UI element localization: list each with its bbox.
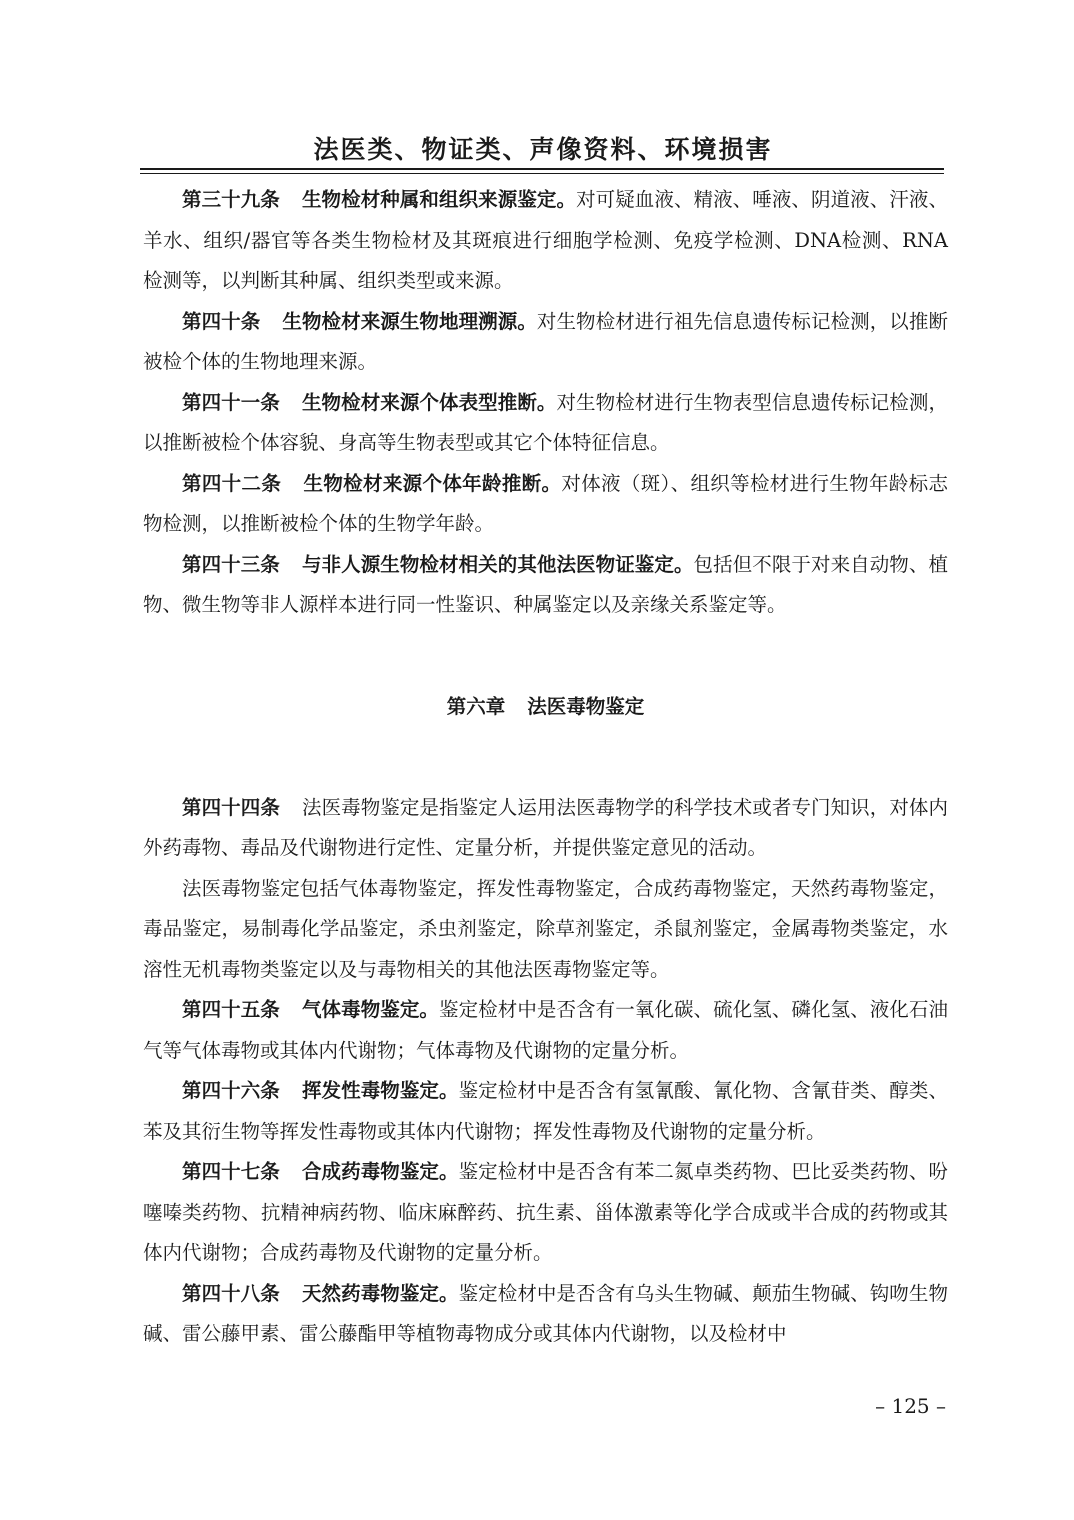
article-title: 合成药毒物鉴定。 (301, 1160, 459, 1183)
article-number: 第四十三条 (182, 552, 280, 576)
article-42 (143, 464, 948, 545)
article-text: 鉴定检材中是否含有乌头生物碱、颠茄生物碱、钩吻生物碱、雷公藤甲素、雷公藤酯甲等植物毒物成分或其体内代谢物，以及检材中 (143, 1281, 948, 1345)
article-43 (143, 545, 948, 626)
article-47 (143, 1152, 948, 1274)
article-title: 生物检材来源个体年龄推断。 (303, 471, 562, 495)
article-number: 第四十一条 (182, 390, 280, 414)
article-title: 生物检材来源生物地理溯源。 (282, 309, 537, 333)
article-40 (143, 302, 948, 383)
article-39 (143, 180, 948, 302)
article-number: 第四十六条 (182, 1079, 280, 1102)
chapter-heading (143, 626, 948, 788)
article-46 (143, 1071, 948, 1152)
article-title: 挥发性毒物鉴定。 (301, 1079, 459, 1102)
article-number: 第四十五条 (182, 998, 280, 1021)
article-text: 包括但不限于对来自动物、植物、微生物等非人源样本进行同一性鉴识、种属鉴定以及亲缘关系鉴定等。 (143, 552, 948, 616)
article-48 (143, 1274, 948, 1355)
article-text: 对体液（斑）、组织等检材进行生物年龄标志物检测，以推断被检个体的生物学年龄。 (143, 471, 948, 535)
article-title: 气体毒物鉴定。 (301, 998, 440, 1021)
article-text: 对生物检材进行生物表型信息遗传标记检测，以推断被检个体容貌、身高等生物表型或其它个体特征信息。 (143, 390, 948, 454)
article-41 (143, 383, 948, 464)
article-number: 第四十八条 (182, 1281, 280, 1305)
article-number: 第四十二条 (182, 471, 282, 495)
body-text (143, 180, 948, 1355)
article-text: 对可疑血液、精液、唾液、阴道液、汗液、羊水、组织/器官等各类生物检材及其斑痕进行细胞学检测、免疫学检测、DNA检测、RNA 检测等，以判断其种属、组织类型或来源。 (143, 188, 948, 292)
article-text: 对生物检材进行祖先信息遗传标记检测，以推断被检个体的生物地理来源。 (143, 309, 948, 373)
article-text: 法医毒物鉴定是指鉴定人运用法医毒物学的科学技术或者专门知识，对体内外药毒物、毒品及代谢物进行定性、定量分析，并提供鉴定意见的活动。 (143, 795, 948, 859)
article-title: 与非人源生物检材相关的其他法医物证鉴定。 (301, 552, 694, 576)
chapter-title: 法医毒物鉴定 (527, 694, 645, 718)
article-number: 第四十条 (182, 309, 261, 333)
article-44 (143, 788, 948, 869)
header-title: 法医类、物证类、声像资料、环境损害 (313, 135, 773, 164)
chapter-label: 第六章 (446, 694, 506, 718)
header-rule-thick (140, 168, 944, 170)
article-text: 鉴定检材中是否含有苯二氮卓类药物、巴比妥类药物、吩噻嗪类药物、抗精神病药物、临床麻醉药、抗生素、甾体激素等化学合成或半合成的药物或其体内代谢物；合成药毒物及代谢物的定量分析。 (143, 1160, 948, 1264)
article-number: 第四十四条 (182, 795, 280, 819)
article-text: 鉴定检材中是否含有氢氰酸、氰化物、含氰苷类、醇类、苯及其衍生物等挥发性毒物或其体内代谢物；挥发性毒物及代谢物的定量分析。 (143, 1079, 948, 1143)
page-number: – 125 – (875, 1394, 946, 1418)
header-rule-thin (140, 173, 944, 174)
article-text: 鉴定检材中是否含有一氧化碳、硫化氢、磷化氢、液化石油气等气体毒物或其体内代谢物；气体毒物及代谢物的定量分析。 (143, 998, 948, 1062)
article-44-paragraph-2: 法医毒物鉴定包括气体毒物鉴定，挥发性毒物鉴定，合成药毒物鉴定，天然药毒物鉴定，毒品鉴定，易制毒化学品鉴定，杀虫剂鉴定，除草剂鉴定，杀鼠剂鉴定，金属毒物类鉴定，水溶性无机毒物类鉴定以及与毒物相关的其他法医毒物鉴定等。 (143, 876, 948, 981)
article-title: 生物检材种属和组织来源鉴定。 (301, 188, 577, 211)
article-title: 天然药毒物鉴定。 (301, 1281, 459, 1305)
article-number: 第三十九条 (182, 188, 280, 211)
article-number: 第四十七条 (182, 1160, 280, 1183)
article-45 (143, 990, 948, 1071)
article-title: 生物检材来源个体表型推断。 (301, 390, 557, 414)
